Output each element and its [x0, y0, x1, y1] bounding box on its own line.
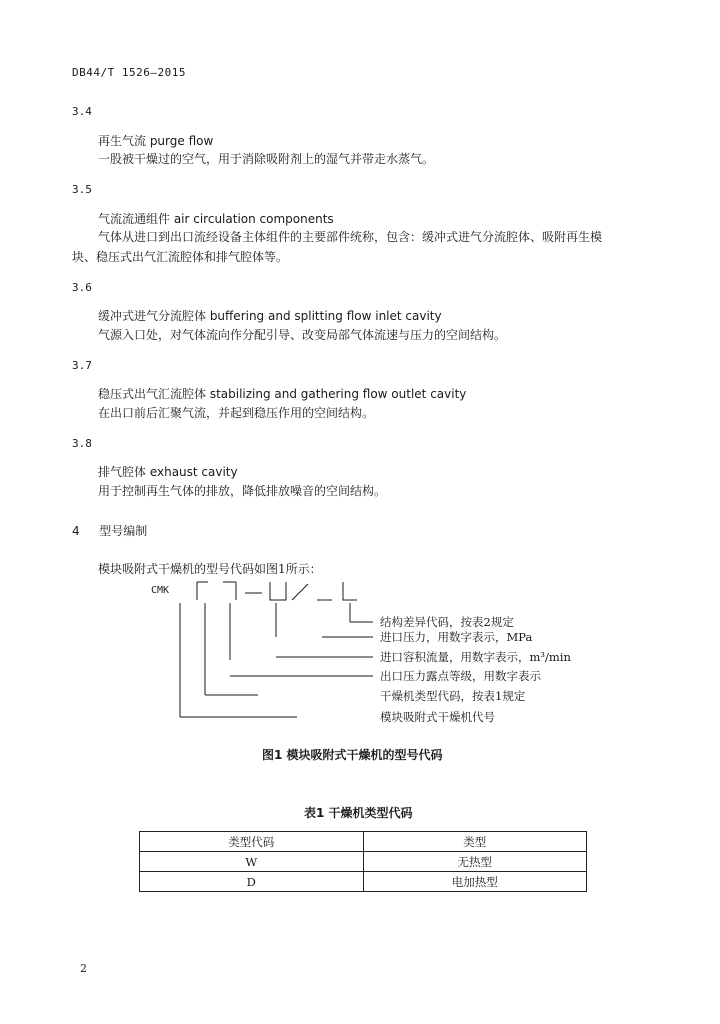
diagram-label-dryer-type: 干燥机类型代码，按表1规定: [380, 689, 526, 703]
term-title: 再生气流 purge flow: [98, 134, 214, 148]
model-prefix: CMK: [151, 585, 170, 596]
table-header-row: [140, 832, 587, 852]
term-definition: 气体从进口到出口流经设备主体组件的主要部件统称，包含：缓冲式进气分流腔体、吸附再生模: [98, 230, 603, 244]
term-definition-continued: 块、稳压式出气汇流腔体和排气腔体等。: [72, 250, 289, 264]
page-number: 2: [80, 962, 87, 975]
table-cell: D: [140, 872, 364, 892]
term-number: 3.7: [72, 359, 92, 372]
table-cell: 无热型: [363, 852, 587, 872]
code-box: [343, 582, 357, 600]
term-definition: 一股被干燥过的空气，用于消除吸附剂上的湿气并带走水蒸气。: [98, 152, 435, 166]
section-number: 4: [72, 524, 80, 538]
term-title: 排气腔体 exhaust cavity: [98, 465, 238, 479]
term-number: 3.4: [72, 105, 92, 118]
term-definition: 在出口前后汇聚气流，并起到稳压作用的空间结构。: [98, 406, 375, 420]
diagram-label-model-code: 模块吸附式干燥机代号: [380, 710, 495, 724]
term-title: 稳压式出气汇流腔体 stabilizing and gathering flow outlet cavity: [98, 387, 467, 401]
table-row: [140, 852, 587, 872]
table-cell: W: [140, 852, 364, 872]
term-definition: 气源入口处，对气体流向作分配引导、改变局部气体流速与压力的空间结构。: [98, 328, 507, 342]
term-definition: 用于控制再生气体的排放，降低排放噪音的空间结构。: [98, 484, 387, 498]
table-header-cell: 类型: [363, 832, 587, 852]
diagram-label-inlet-pressure: 进口压力，用数字表示，MPa: [380, 630, 533, 644]
section-title: 型号编制: [99, 524, 148, 538]
document-id: DB44/T 1526—2015: [72, 66, 186, 79]
code-box-bracket: [197, 582, 236, 600]
term-number: 3.6: [72, 281, 92, 294]
diagram-label-structure: 结构差异代码，按表2规定: [380, 615, 514, 629]
diagram-label-dew-point: 出口压力露点等级，用数字表示: [380, 669, 541, 683]
table-header-cell: 类型代码: [140, 832, 364, 852]
diagram-label-flow: 进口容积流量，用数字表示，m³/min: [380, 650, 571, 664]
term-title: 气流流通组件 air circulation components: [98, 212, 334, 226]
table-cell: 电加热型: [363, 872, 587, 892]
dryer-type-table: [139, 831, 587, 892]
table-caption: 表1 干燥机类型代码: [304, 806, 413, 820]
term-title: 缓冲式进气分流腔体 buffering and splitting flow inlet cavity: [98, 309, 442, 323]
figure-caption: 图1 模块吸附式干燥机的型号代码: [262, 748, 443, 762]
code-slash: [292, 584, 308, 600]
term-number: 3.8: [72, 437, 92, 450]
table-row: [140, 872, 587, 892]
model-intro: 模块吸附式干燥机的型号代码如图1所示：: [98, 562, 322, 576]
term-number: 3.5: [72, 183, 92, 196]
code-box: [270, 582, 286, 600]
